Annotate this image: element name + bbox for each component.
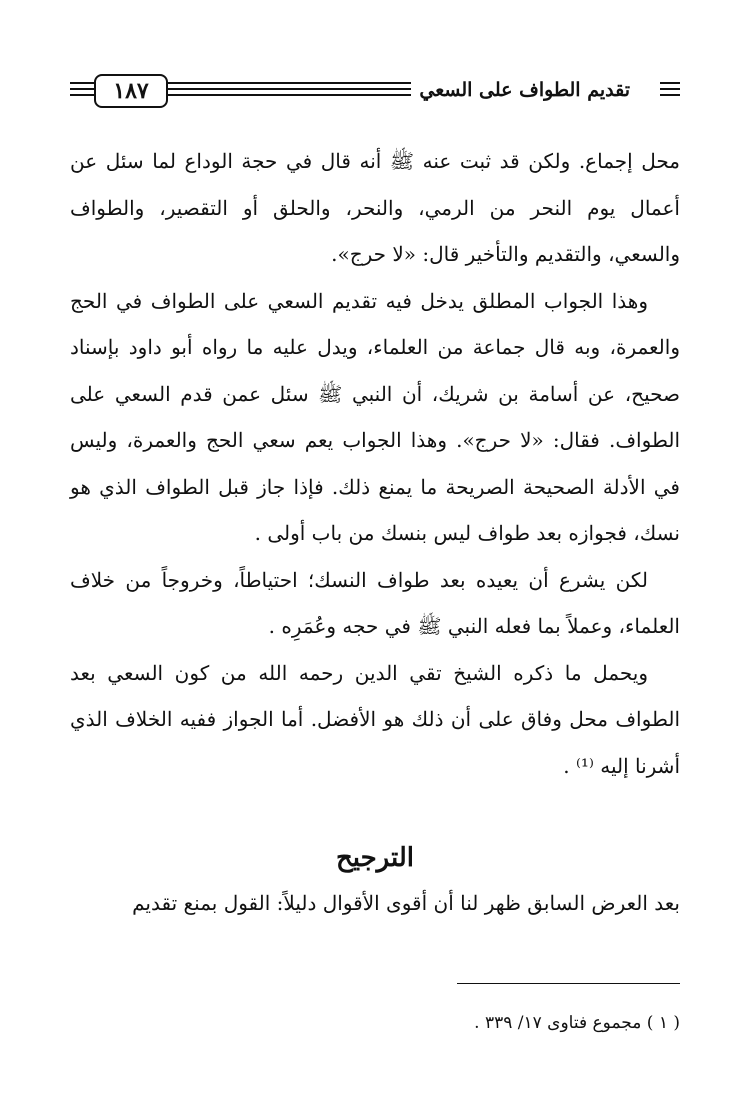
paragraph: محل إجماع. ولكن قد ثبت عنه ﷺ أنه قال في حجة الوداع لما سئل عن أعمال يوم النحر من الرمي، والنحر، والحلق أو التقصير، والطواف والسعي، والتقديم والتأخير قال: «لا حرج». (70, 149, 680, 266)
header-rule (660, 88, 680, 90)
main-text (70, 138, 680, 789)
page-header (70, 72, 680, 108)
paragraph: لكن يشرع أن يعيده بعد طواف النسك؛ احتياطاً، وخروجاً من خلاف العلماء، وعملاً بما فعله النبي ﷺ في حجه وعُمَرِه . (70, 567, 680, 638)
header-rule (660, 94, 680, 96)
header-rule (660, 82, 680, 84)
footnote: ( ١ ) مجموع فتاوى ١٧/ ٣٣٩ . (474, 1013, 680, 1033)
running-title: تقديم الطواف على السعي (411, 76, 638, 104)
paragraph: بعد العرض السابق ظهر لنا أن أقوى الأقوال دليلاً: القول بمنع تقديم (132, 891, 680, 915)
section-heading: الترجيح (335, 843, 415, 873)
page-number: ١٨٧ (94, 74, 168, 108)
footnote-separator (457, 983, 680, 984)
paragraph: وهذا الجواب المطلق يدخل فيه تقديم السعي على الطواف في الحج والعمرة، وبه قال جماعة من العلماء، ويدل عليه ما رواه أبو داود بإسناد صحيح، عن أسامة بن شريك، أن النبي ﷺ سئل عمن قدم السعي على الطواف. فقال: «لا حرج». وهذا الجواب يعم سعي الحج والعمرة، وليس في الأدلة الصحيحة الصريحة ما يمنع ذلك. فإذا جاز قبل الطواف الذي هو نسك، فجوازه بعد طواف ليس بنسك من باب أولى . (70, 288, 680, 545)
paragraph: ويحمل ما ذكره الشيخ تقي الدين رحمه الله من كون السعي بعد الطواف محل وفاق على أن ذلك هو الأفضل. أما الجواز ففيه الخلاف الذي أشرنا إليه ⁽¹⁾ . (70, 660, 680, 778)
